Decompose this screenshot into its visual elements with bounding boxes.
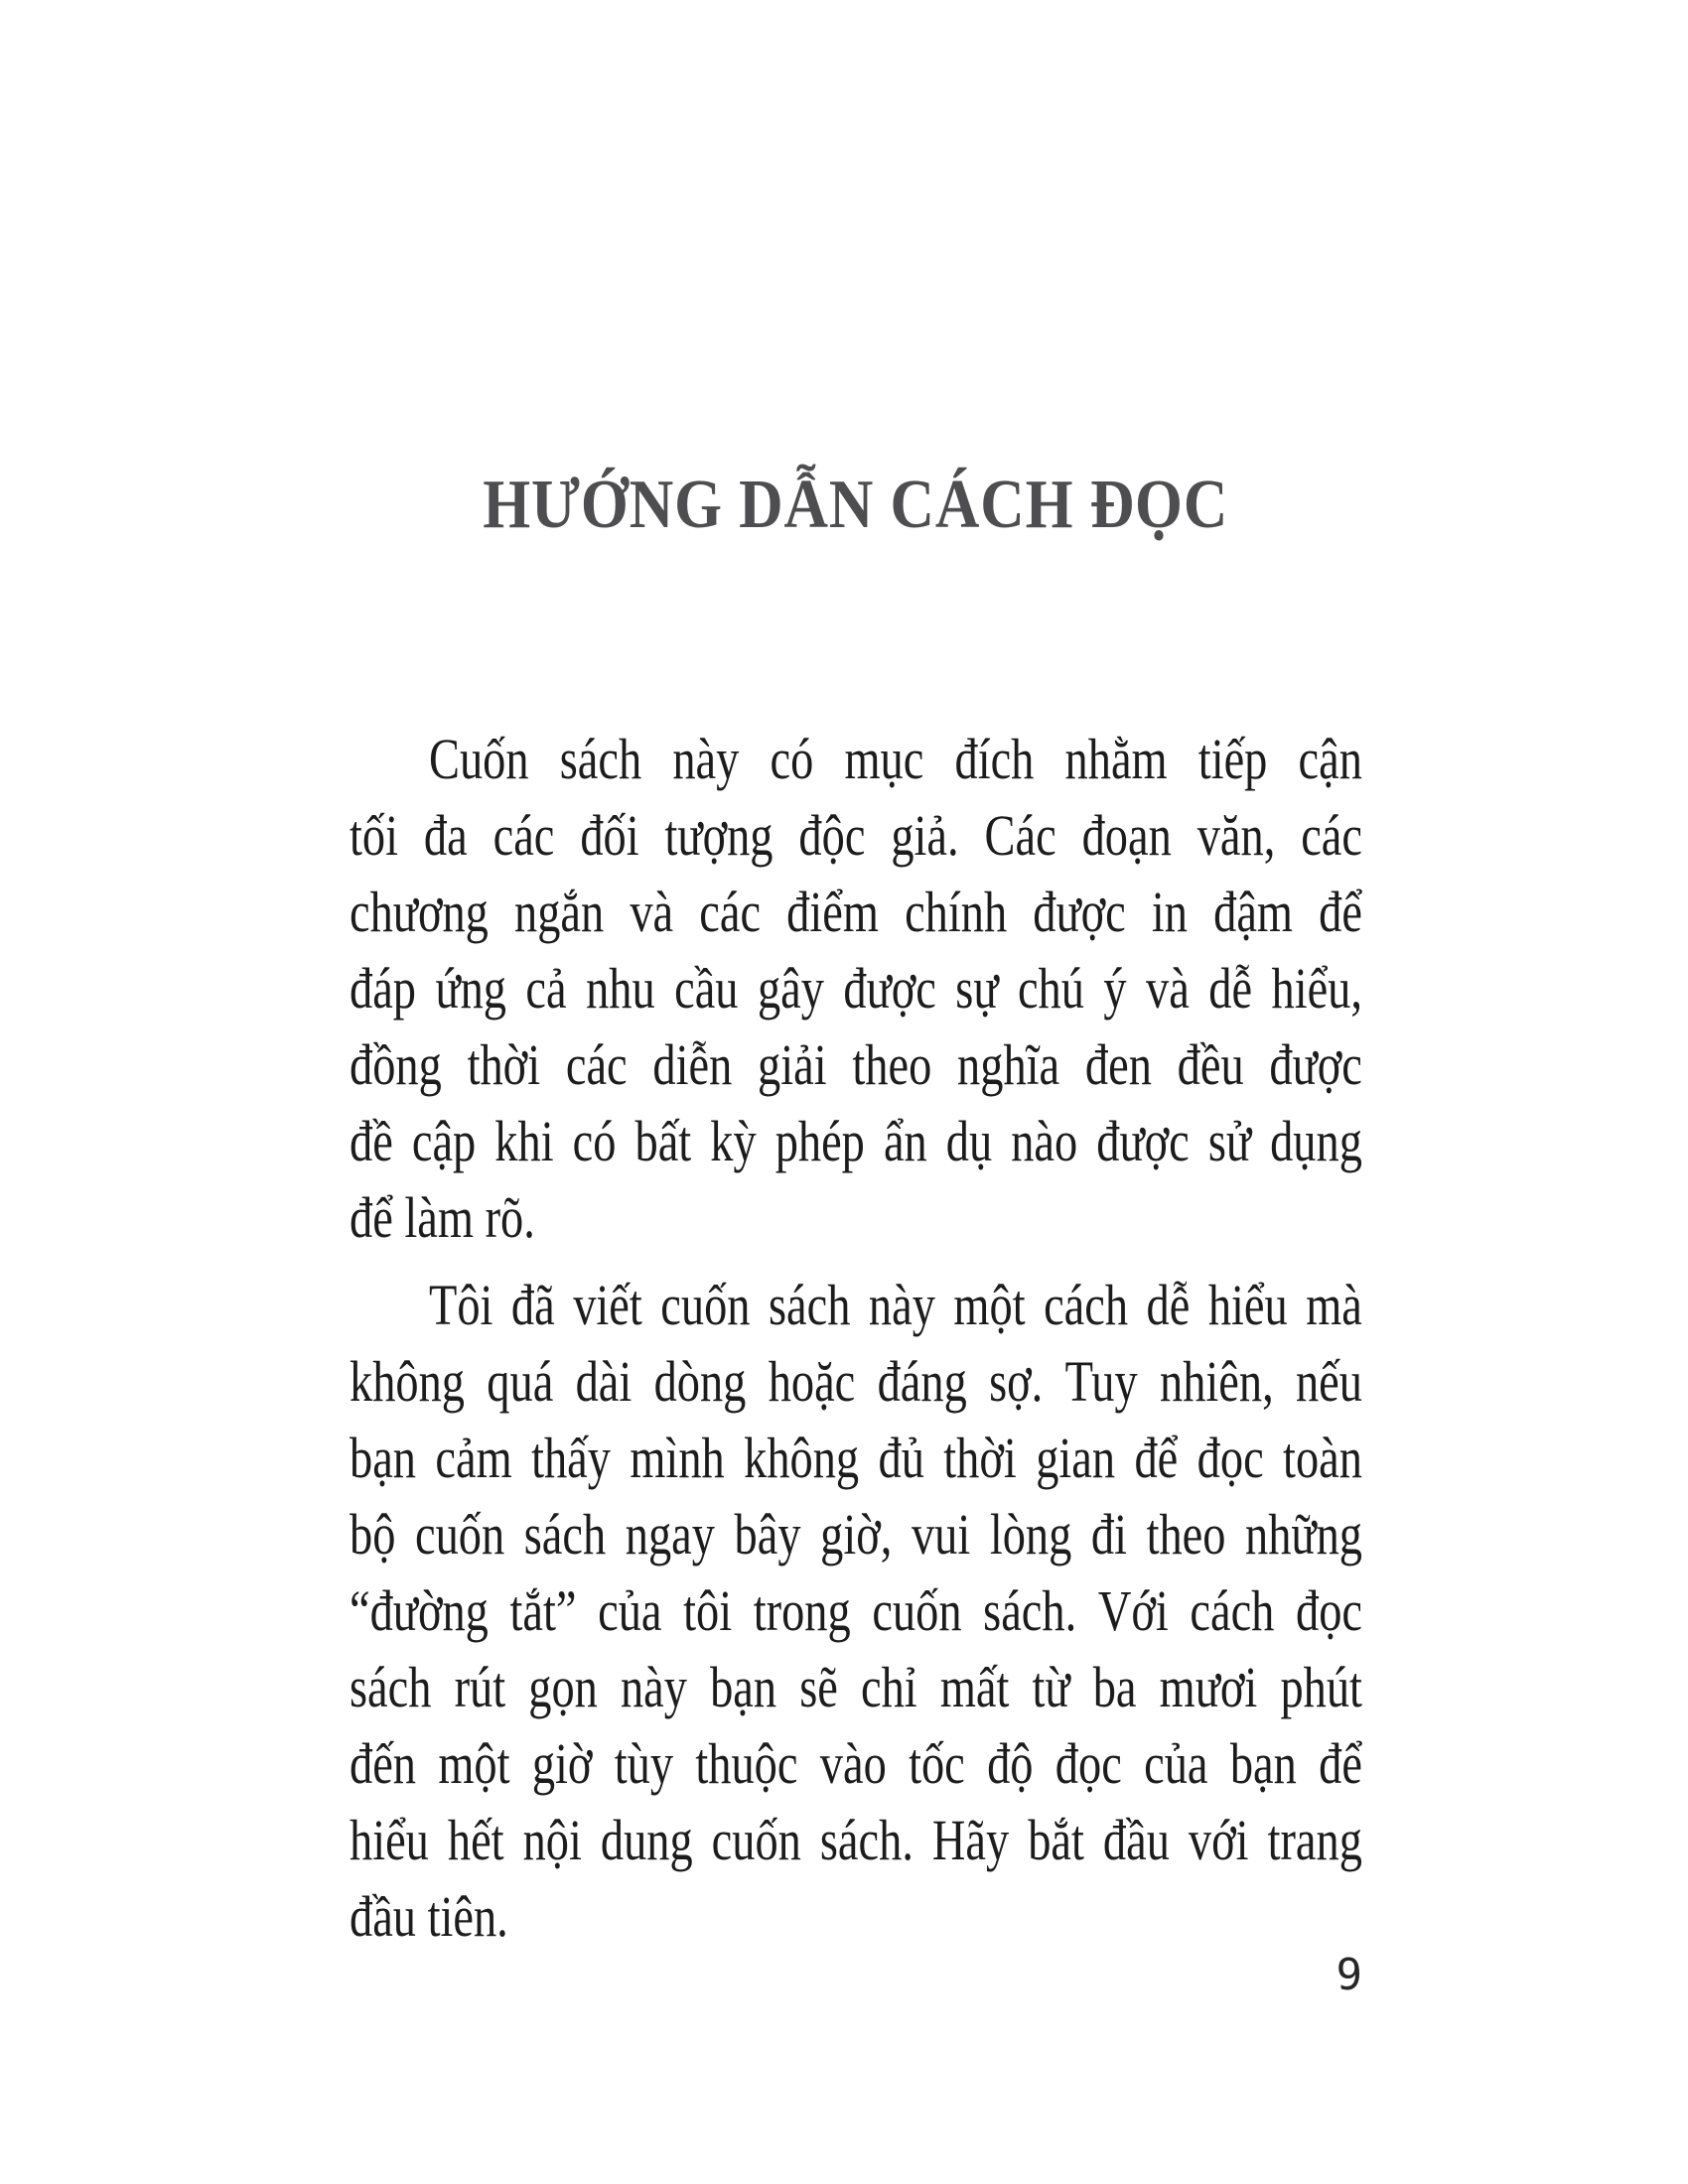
text-line: Cuốn sách này có mục đích nhằm tiếp cận xyxy=(429,727,1362,791)
paragraph xyxy=(350,721,1362,1256)
text-line: đồng thời các diễn giải theo nghĩa đen đều được xyxy=(350,1032,1362,1097)
text-line: Tôi đã viết cuốn sách này một cách dễ hiểu mà xyxy=(429,1273,1362,1337)
page-number: 9 xyxy=(1336,1950,1362,2000)
text-line: không quá dài dòng hoặc đáng sợ. Tuy nhiên, nếu xyxy=(350,1349,1362,1414)
chapter-title-text: HƯỚNG DẪN CÁCH ĐỌC xyxy=(483,467,1229,543)
text-line: sách rút gọn này bạn sẽ chỉ mất từ ba mươi phút xyxy=(350,1655,1362,1719)
text-line: tối đa các đối tượng độc giả. Các đoạn văn, các xyxy=(350,803,1362,868)
chapter-title xyxy=(350,469,1362,560)
text-line: hiểu hết nội dung cuốn sách. Hãy bắt đầu với trang xyxy=(350,1808,1362,1872)
text-line: đề cập khi có bất kỳ phép ẩn dụ nào được sử dụng xyxy=(350,1109,1362,1173)
body-text-block xyxy=(350,721,1362,1955)
text-line: đầu tiên. xyxy=(350,1884,508,1949)
text-line: đến một giờ tùy thuộc vào tốc độ đọc của bạn để xyxy=(350,1731,1362,1796)
text-line: đáp ứng cả nhu cầu gây được sự chú ý và dễ hiểu, xyxy=(350,956,1362,1021)
text-line: bộ cuốn sách ngay bây giờ, vui lòng đi theo những xyxy=(350,1502,1362,1567)
text-line: chương ngắn và các điểm chính được in đậm để xyxy=(350,880,1362,944)
text-line: để làm rõ. xyxy=(350,1185,535,1250)
text-line: bạn cảm thấy mình không đủ thời gian để đọc toàn xyxy=(350,1426,1362,1490)
paragraph xyxy=(350,1267,1362,1955)
text-line: “đường tắt” của tôi trong cuốn sách. Với cách đọc xyxy=(350,1578,1362,1643)
